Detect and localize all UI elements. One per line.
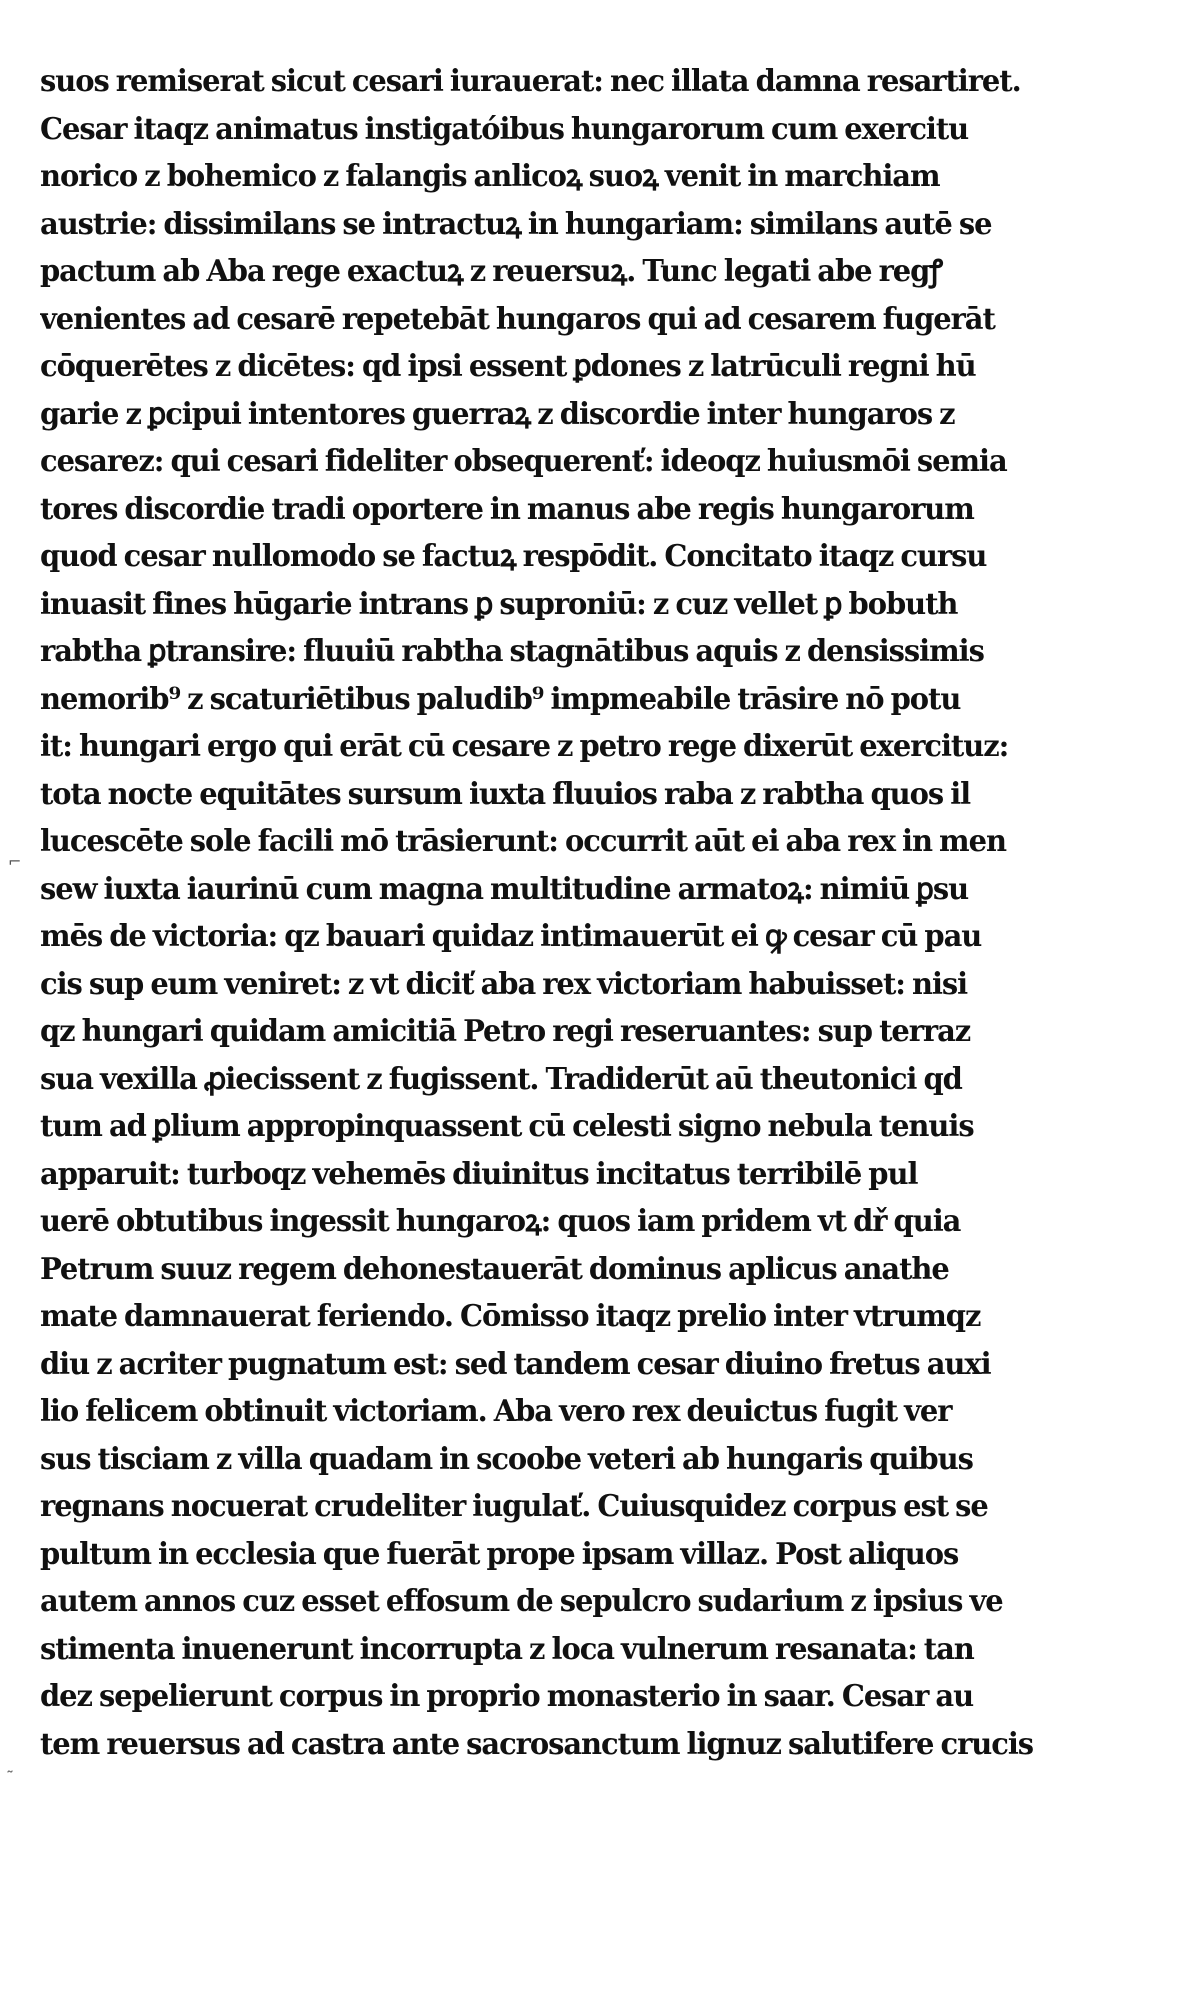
- margin-mark: ⌐: [8, 852, 22, 871]
- text-line: tota nocte equitātes sursum iuxta fluuios raba z rabtha quos il: [40, 776, 971, 812]
- text-line: apparuit: turboqz vehemēs diuinitus incitatus terribilē pul: [40, 1156, 918, 1192]
- text-line: garie z ꝑcipui intentores guerraꝝ z discordie inter hungaros z: [40, 396, 955, 432]
- text-line: cesarez: qui cesari fideliter obsequerenť: ideoqz huiusmōi semia: [40, 444, 1007, 479]
- text-line: Cesar itaqz animatus instigatóibus hungarorum cum exercitu: [40, 111, 969, 147]
- text-line: venientes ad cesarē repetebāt hungaros qui ad cesarem fugerāt: [40, 301, 995, 337]
- text-line: mate damnauerat feriendo. Cōmisso itaqz prelio inter vtrumqz: [40, 1299, 981, 1334]
- body-text: [40, 58, 1120, 1768]
- text-line: suos remiserat sicut cesari iurauerat: nec illata damna resartiret.: [40, 64, 1021, 99]
- text-line: norico z bohemico z falangis anlicoꝝ suoꝝ venit in marchiam: [40, 159, 940, 194]
- text-line: lio felicem obtinuit victoriam. Aba vero rex deuictus fugit ver: [40, 1394, 952, 1429]
- text-line: regnans nocuerat crudeliter iugulať. Cuiusquidez corpus est se: [40, 1489, 988, 1524]
- text-line: pultum in ecclesia que fuerāt prope ipsam villaz. Post aliquos: [40, 1536, 959, 1572]
- text-line: dez sepelierunt corpus in proprio monasterio in saar. Cesar au: [40, 1679, 974, 1714]
- text-line: tores discordie tradi oportere in manus abe regis hungarorum: [40, 491, 974, 527]
- text-line: it: hungari ergo qui erāt cū cesare z petro rege dixerūt exercituz:: [40, 729, 1009, 764]
- text-line: sew iuxta iaurinū cum magna multitudine armatoꝝ: nimiū ꝑsu: [40, 871, 969, 907]
- text-line: autem annos cuz esset effosum de sepulcro sudarium z ipsius ve: [40, 1584, 1003, 1619]
- text-line: tem reuersus ad castra ante sacrosanctum lignuz salutifere crucis: [40, 1726, 1033, 1762]
- text-line: lucescēte sole facili mō trāsierunt: occurrit aūt ei aba rex in men: [40, 824, 1006, 859]
- text-line: pactum ab Aba rege exactuꝝ z reuersuꝝ. Tunc legati abe regꝭ: [40, 254, 943, 289]
- text-line: mēs de victoria: qz bauari quidaz intimauerūt ei ꝙ cesar cū pau: [40, 919, 982, 954]
- text-line: nemorib⁹ z scaturiētibus paludib⁹ impmeabile trāsire nō potu: [40, 681, 961, 717]
- text-line: sus tisciam z villa quadam in scoobe veteri ab hungaris quibus: [40, 1441, 973, 1477]
- text-line: qz hungari quidam amicitiā Petro regi reseruantes: sup terraz: [40, 1014, 971, 1049]
- text-line: diu z acriter pugnatum est: sed tandem cesar diuino fretus auxi: [40, 1346, 991, 1382]
- margin-mark: ˜: [6, 1768, 14, 1787]
- text-line: cis sup eum veniret: z vt diciť aba rex victoriam habuisset: nisi: [40, 966, 968, 1002]
- text-line: tum ad ꝑlium appropinquassent cū celesti signo nebula tenuis: [40, 1109, 974, 1144]
- text-line: cōquerētes z dicētes: qd ipsi essent ꝑdones z latrūculi regni hū: [40, 349, 976, 384]
- text-line: rabtha ꝑtransire: fluuiū rabtha stagnātibus aquis z densissimis: [40, 634, 984, 669]
- text-line: Petrum suuz regem dehonestauerāt dominus aplicus anathe: [40, 1251, 949, 1287]
- text-line: inuasit fines hūgarie intrans ꝑ suproniū: z cuz vellet ꝑ bobuth: [40, 586, 958, 622]
- text-line: stimenta inuenerunt incorrupta z loca vulnerum resanata: tan: [40, 1631, 974, 1667]
- text-line: quod cesar nullomodo se factuꝝ respōdit. Concitato itaqz cursu: [40, 539, 987, 574]
- text-line: austrie: dissimilans se intractuꝝ in hungariam: similans autē se: [40, 206, 992, 242]
- text-line: uerē obtutibus ingessit hungaroꝝ: quos iam pridem vt dř quia: [40, 1204, 961, 1239]
- text-line: sua vexilla ꝓiecissent z fugissent. Tradiderūt aū theutonici qd: [40, 1061, 962, 1097]
